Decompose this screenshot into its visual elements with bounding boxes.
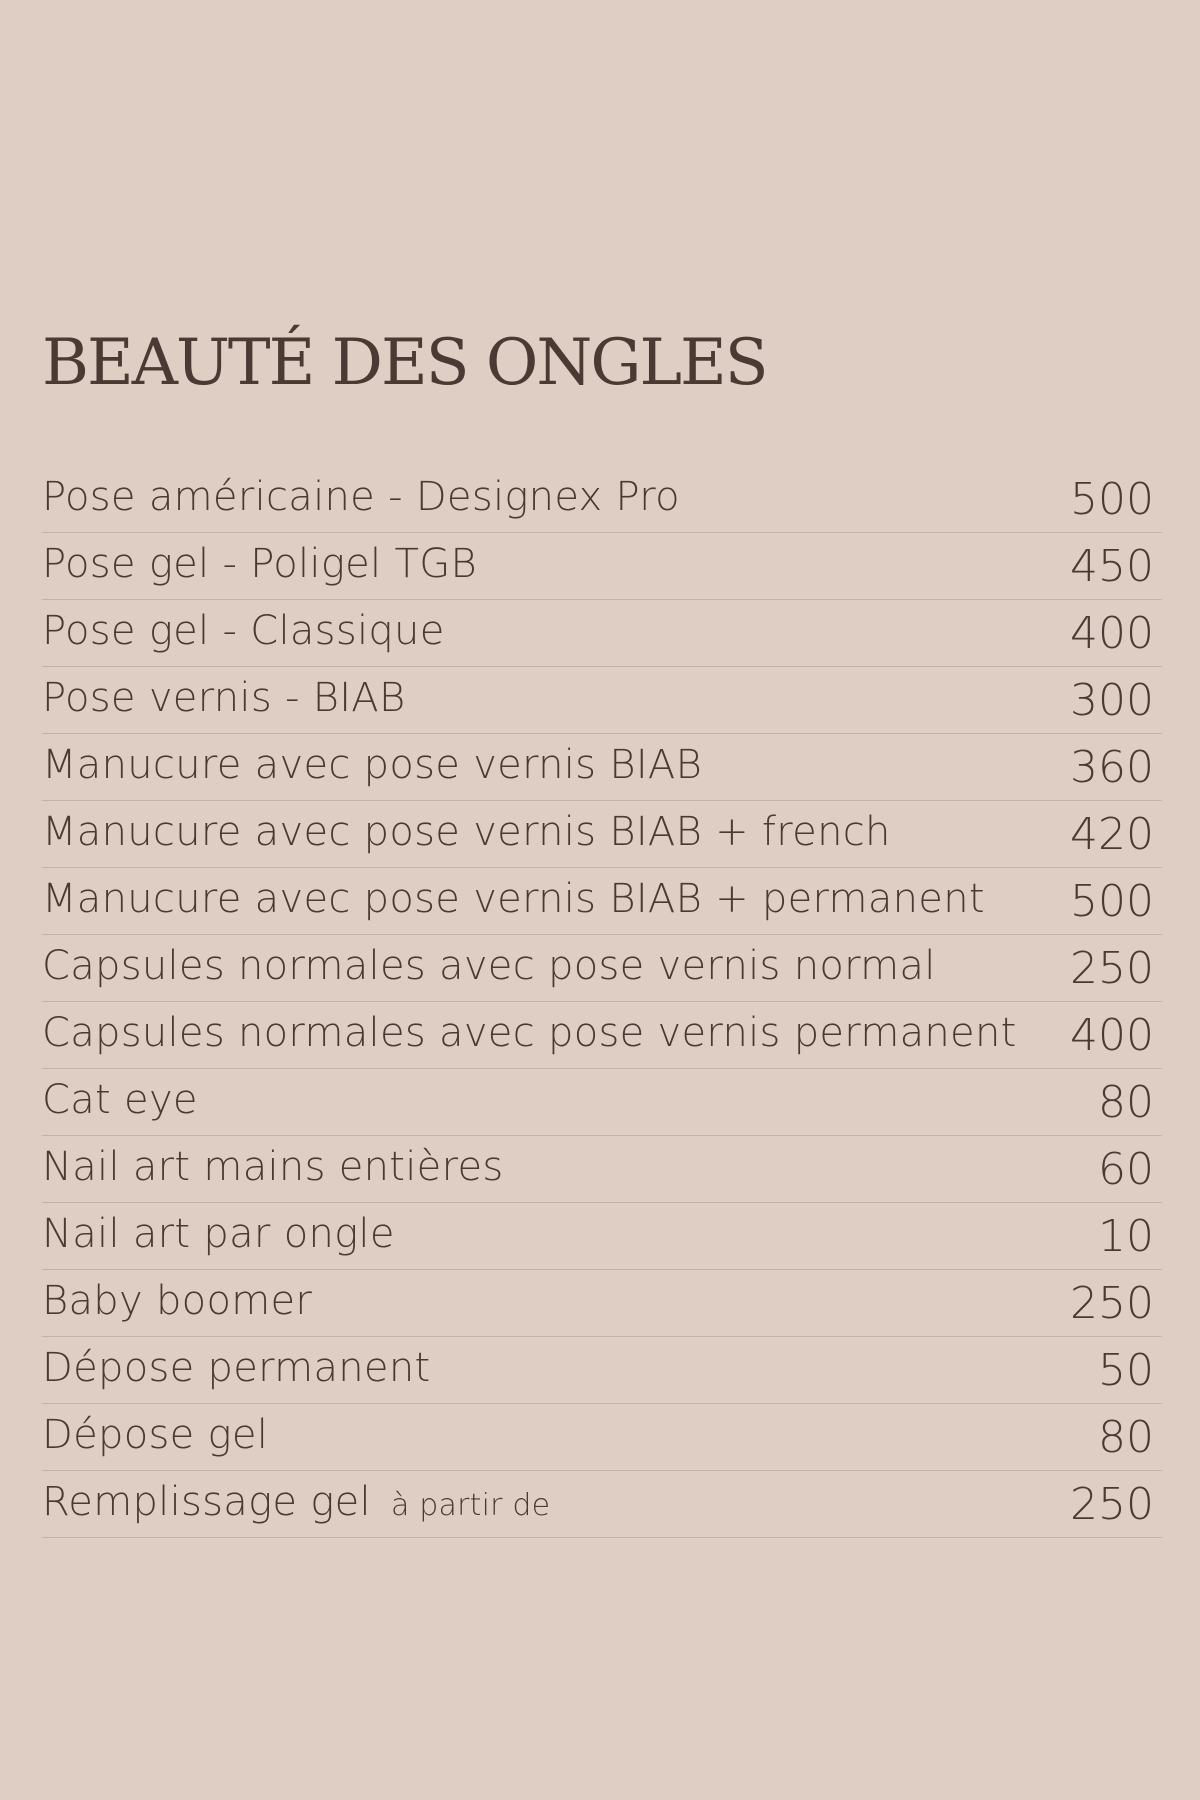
list-item <box>42 734 1162 801</box>
list-item <box>42 667 1162 734</box>
list-item <box>42 466 1162 533</box>
list-item <box>42 801 1162 868</box>
list-item <box>42 1270 1162 1337</box>
service-price: 10 <box>1098 1211 1154 1262</box>
service-price: 300 <box>1070 675 1154 726</box>
service-price: 250 <box>1070 1479 1154 1530</box>
service-name: Cat eye <box>42 1077 198 1123</box>
list-item <box>42 1471 1162 1538</box>
service-name: Pose gel - Classique <box>42 608 445 654</box>
service-name: Pose gel - Poligel TGB <box>42 541 477 587</box>
list-item <box>42 1404 1162 1471</box>
service-price: 400 <box>1070 608 1154 659</box>
list-item <box>42 1002 1162 1069</box>
service-name: Nail art mains entières <box>42 1144 504 1190</box>
service-price: 60 <box>1098 1144 1154 1195</box>
service-price: 250 <box>1070 943 1154 994</box>
service-price: 250 <box>1070 1278 1154 1329</box>
service-price: 420 <box>1070 809 1154 860</box>
service-price: 360 <box>1070 742 1154 793</box>
service-name: Dépose permanent <box>42 1345 431 1391</box>
service-name: Manucure avec pose vernis BIAB + permanent <box>42 876 985 922</box>
service-name: Dépose gel <box>42 1412 269 1458</box>
list-item <box>42 1069 1162 1136</box>
price-note: à partir de <box>390 1488 551 1523</box>
list-item <box>42 533 1162 600</box>
service-price: 500 <box>1070 474 1154 525</box>
service-price: 500 <box>1070 876 1154 927</box>
list-item <box>42 600 1162 667</box>
page-title: BEAUTÉ DES ONGLES <box>42 326 767 400</box>
service-list <box>42 466 1162 1538</box>
service-price: 80 <box>1098 1412 1154 1463</box>
service-name: Remplissage gel à partir de <box>42 1479 551 1525</box>
service-name: Capsules normales avec pose vernis permanent <box>42 1010 1017 1056</box>
service-name: Nail art par ongle <box>42 1211 395 1257</box>
list-item <box>42 1136 1162 1203</box>
service-price: 400 <box>1070 1010 1154 1061</box>
list-item <box>42 1337 1162 1404</box>
service-name: Pose vernis - BIAB <box>42 675 406 721</box>
service-name: Manucure avec pose vernis BIAB + french <box>42 809 891 855</box>
service-price: 80 <box>1098 1077 1154 1128</box>
service-name: Manucure avec pose vernis BIAB <box>42 742 703 788</box>
service-name: Pose américaine - Designex Pro <box>42 474 680 520</box>
service-price: 450 <box>1070 541 1154 592</box>
list-item <box>42 1203 1162 1270</box>
list-item <box>42 868 1162 935</box>
list-item <box>42 935 1162 1002</box>
service-price: 50 <box>1098 1345 1154 1396</box>
service-name: Baby boomer <box>42 1278 313 1324</box>
service-name: Capsules normales avec pose vernis normal <box>42 943 936 989</box>
